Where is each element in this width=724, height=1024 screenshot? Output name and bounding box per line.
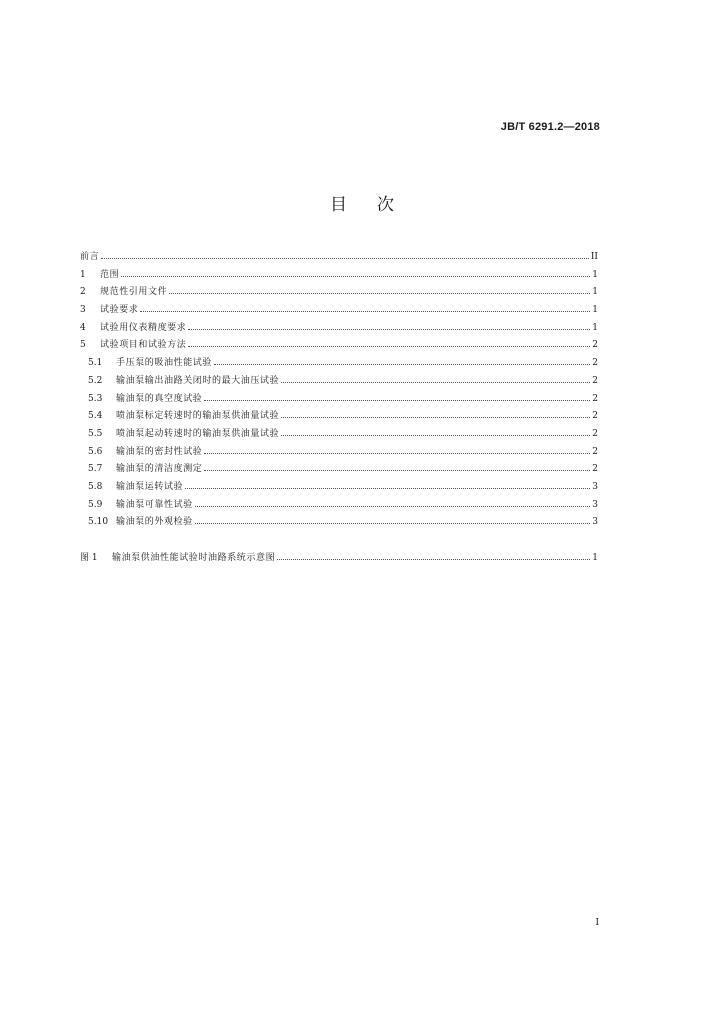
page-number: I — [595, 918, 599, 928]
toc-leader-dots — [204, 400, 590, 401]
toc-entry-5-4[interactable] — [80, 408, 598, 426]
toc-entry-text: 输油泵输出油路关闭时的最大油压试验 — [116, 375, 280, 386]
toc-entry-text: 喷油泵起动转速时的输油泵供油量试验 — [116, 428, 280, 439]
toc-entry-page: 2 — [592, 446, 598, 457]
toc-leader-dots — [188, 346, 590, 347]
toc-entry-text: 手压泵的吸油性能试验 — [116, 358, 213, 369]
toc-entry-number: 5 — [80, 340, 86, 351]
toc-entry-page: 2 — [592, 393, 598, 404]
toc-entry-4[interactable] — [80, 320, 598, 338]
toc-leader-dots — [185, 488, 590, 489]
toc-entry-number: 5.9 — [88, 499, 103, 510]
toc-entry-text: 试验用仪表精度要求 — [100, 322, 187, 333]
toc-entry-page: 2 — [592, 340, 598, 351]
toc-entry-5-7[interactable] — [80, 461, 598, 479]
toc-entry-figure-1[interactable] — [80, 550, 598, 568]
toc-leader-dots — [188, 329, 590, 330]
toc-entry-text: 试验项目和试验方法 — [100, 340, 187, 351]
toc-leader-dots — [281, 382, 590, 383]
toc-entry-foreword[interactable] — [80, 249, 598, 267]
toc-leader-dots — [195, 506, 590, 507]
toc-entry-page: 2 — [592, 375, 598, 386]
toc-entry-number: 5.4 — [88, 411, 103, 422]
toc-figure-text: 输油泵供油性能试验时油路系统示意图 — [112, 553, 276, 563]
toc-entry-page: 1 — [592, 287, 598, 298]
toc-entry-text: 前言 — [80, 252, 100, 262]
toc-leader-dots — [281, 417, 590, 418]
toc-entry-3[interactable] — [80, 302, 598, 320]
toc-entry-page: 3 — [592, 517, 598, 528]
page-title: 目次 — [330, 195, 424, 215]
toc-leader-dots — [140, 311, 590, 312]
toc-entry-number: 5.6 — [88, 446, 103, 457]
toc-entry-text: 输油泵的外观检验 — [116, 517, 193, 528]
toc-entry-number: 4 — [80, 322, 86, 333]
toc-entry-number: 5.10 — [88, 517, 109, 528]
toc-leader-dots — [101, 258, 589, 259]
toc-entry-text: 输油泵的真空度试验 — [116, 393, 203, 404]
toc-entry-number: 3 — [80, 305, 86, 316]
document-code: JB/T 6291.2—2018 — [500, 121, 600, 133]
table-of-contents — [80, 249, 598, 568]
toc-entry-number: 2 — [80, 287, 86, 298]
toc-entry-text: 喷油泵标定转速时的输油泵供油量试验 — [116, 411, 280, 422]
toc-entry-page: 2 — [592, 464, 598, 475]
toc-entry-5-5[interactable] — [80, 426, 598, 444]
toc-entry-5-6[interactable] — [80, 444, 598, 462]
toc-leader-dots — [204, 453, 590, 454]
toc-entry-page: 1 — [592, 322, 598, 333]
toc-entry-text: 试验要求 — [100, 305, 139, 316]
toc-entry-text: 范围 — [100, 269, 120, 280]
toc-entry-page: 2 — [592, 411, 598, 422]
toc-figure-page: 1 — [592, 553, 598, 563]
toc-entry-number: 5.3 — [88, 393, 103, 404]
toc-leader-dots — [121, 276, 590, 277]
toc-entry-page: 3 — [592, 499, 598, 510]
toc-entry-number: 1 — [80, 269, 86, 280]
toc-entry-1[interactable] — [80, 267, 598, 285]
toc-entry-2[interactable] — [80, 284, 598, 302]
toc-entry-text: 输油泵的密封性试验 — [116, 446, 203, 457]
toc-entry-5-2[interactable] — [80, 373, 598, 391]
toc-entry-text: 规范性引用文件 — [100, 287, 168, 298]
toc-entry-number: 5.7 — [88, 464, 103, 475]
toc-entry-page: 2 — [592, 358, 598, 369]
toc-entry-text: 输油泵的清洁度测定 — [116, 464, 203, 475]
toc-leader-dots — [195, 523, 590, 524]
toc-entry-number: 5.5 — [88, 428, 103, 439]
toc-entry-5-1[interactable] — [80, 355, 598, 373]
toc-entry-5-10[interactable] — [80, 514, 598, 532]
toc-figure-number: 图 1 — [80, 553, 98, 563]
toc-entry-number: 5.1 — [88, 358, 103, 369]
toc-entry-page: 3 — [592, 481, 598, 492]
toc-entry-page: 1 — [592, 305, 598, 316]
toc-entry-5-9[interactable] — [80, 497, 598, 515]
toc-leader-dots — [204, 470, 590, 471]
toc-entry-5-3[interactable] — [80, 391, 598, 409]
toc-leader-dots — [281, 435, 590, 436]
toc-entry-page: 2 — [592, 428, 598, 439]
toc-entry-text: 输油泵运转试验 — [116, 481, 184, 492]
toc-leader-dots — [214, 364, 590, 365]
toc-entry-page: 1 — [592, 269, 598, 280]
toc-leader-dots — [169, 293, 590, 294]
toc-entry-5[interactable] — [80, 337, 598, 355]
toc-entry-number: 5.2 — [88, 375, 103, 386]
toc-entry-number: 5.8 — [88, 481, 103, 492]
toc-leader-dots — [277, 559, 590, 560]
toc-entry-page: II — [590, 252, 598, 262]
toc-entry-5-8[interactable] — [80, 479, 598, 497]
toc-entry-text: 输油泵可靠性试验 — [116, 499, 193, 510]
